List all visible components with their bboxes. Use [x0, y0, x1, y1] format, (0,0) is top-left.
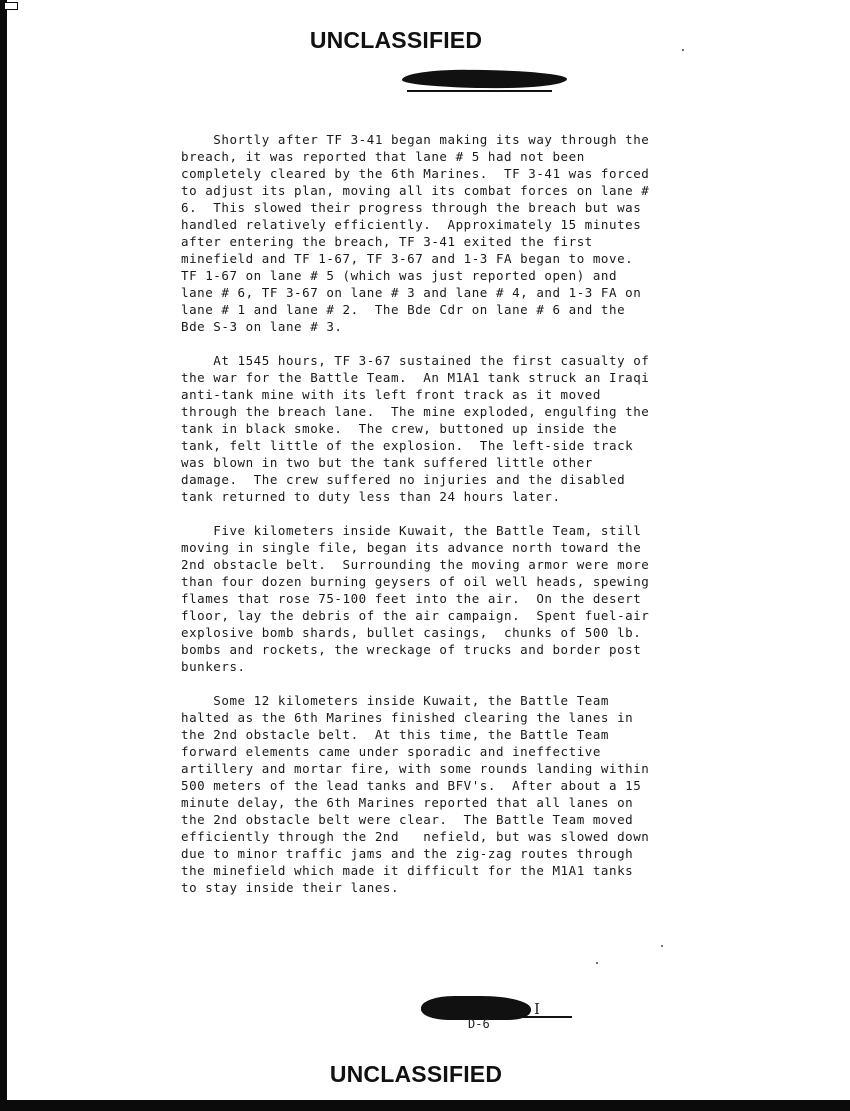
- text-line: TF 1-67 on lane # 5 (which was just reported open) and: [181, 268, 618, 283]
- text-line: the minefield which made it difficult for the M1A1 tanks: [181, 863, 634, 878]
- text-line: forward elements came under sporadic and ineffective: [181, 744, 601, 759]
- text-line: 6. This slowed their progress through the breach but was: [181, 200, 642, 215]
- text-line: to stay inside their lanes.: [181, 880, 400, 895]
- text-line: minute delay, the 6th Marines reported that all lanes on: [181, 795, 634, 810]
- text-line: breach, it was reported that lane # 5 had not been: [181, 149, 585, 164]
- text-line: Some 12 kilometers inside Kuwait, the Battle Team: [181, 693, 610, 708]
- text-line: explosive bomb shards, bullet casings, chunks of 500 lb.: [181, 625, 642, 640]
- text-line: was blown in two but the tank suffered little other: [181, 455, 593, 470]
- text-line: Bde S-3 on lane # 3.: [181, 319, 343, 334]
- text-line: lane # 1 and lane # 2. The Bde Cdr on lane # 6 and the: [181, 302, 626, 317]
- text-line: 500 meters of the lead tanks and BFV's. After about a 15: [181, 778, 642, 793]
- page-number: D-6: [468, 1017, 490, 1031]
- text-line: tank returned to duty less than 24 hours later.: [181, 489, 561, 504]
- paragraph-4: [181, 692, 781, 896]
- text-line: due to minor traffic jams and the zig-zag routes through: [181, 846, 634, 861]
- text-line: than four dozen burning geysers of oil well heads, spewing: [181, 574, 650, 589]
- stamp-character: I: [534, 1000, 540, 1018]
- scan-speck: [661, 945, 663, 947]
- top-classification-marking: UNCLASSIFIED: [309, 27, 483, 53]
- text-line: through the breach lane. The mine exploded, engulfing the: [181, 404, 650, 419]
- text-line: Shortly after TF 3-41 began making its way through the: [181, 132, 650, 147]
- scan-speck: [596, 962, 598, 964]
- text-line: 2nd obstacle belt. Surrounding the moving armor were more: [181, 557, 650, 572]
- text-line: handled relatively efficiently. Approximately 15 minutes: [181, 217, 642, 232]
- text-line: after entering the breach, TF 3-41 exited the first: [181, 234, 593, 249]
- text-line: At 1545 hours, TF 3-67 sustained the first casualty of: [181, 353, 650, 368]
- bottom-redaction-underline: [432, 1016, 572, 1018]
- text-line: the 2nd obstacle belt. At this time, the Battle Team: [181, 727, 610, 742]
- text-line: artillery and mortar fire, with some rounds landing within: [181, 761, 650, 776]
- text-line: tank in black smoke. The crew, buttoned up inside the: [181, 421, 618, 436]
- text-line: tank, felt little of the explosion. The left-side track: [181, 438, 634, 453]
- text-line: the war for the Battle Team. An M1A1 tank struck an Iraqi: [181, 370, 650, 385]
- text-line: flames that rose 75-100 feet into the air. On the desert: [181, 591, 642, 606]
- text-line: bombs and rockets, the wreckage of trucks and border post: [181, 642, 642, 657]
- text-line: halted as the 6th Marines finished clearing the lanes in: [181, 710, 634, 725]
- scan-left-edge: [0, 0, 7, 1111]
- bottom-classification-marking: UNCLASSIFIED: [329, 1061, 503, 1087]
- text-line: completely cleared by the 6th Marines. TF 3-41 was forced: [181, 166, 650, 181]
- text-line: efficiently through the 2nd nefield, but was slowed down: [181, 829, 650, 844]
- document-body: [181, 131, 781, 913]
- text-line: bunkers.: [181, 659, 246, 674]
- text-line: floor, lay the debris of the air campaign. Spent fuel-air: [181, 608, 650, 623]
- paragraph-1: [181, 131, 781, 335]
- text-line: the 2nd obstacle belt were clear. The Battle Team moved: [181, 812, 634, 827]
- top-redaction-mark: [402, 69, 567, 89]
- text-line: minefield and TF 1-67, TF 3-67 and 1-3 FA began to move.: [181, 251, 634, 266]
- paragraph-2: [181, 352, 781, 505]
- scan-corner-mark: [4, 2, 18, 10]
- text-line: Five kilometers inside Kuwait, the Battle Team, still: [181, 523, 642, 538]
- scan-bottom-edge: [0, 1100, 850, 1111]
- text-line: damage. The crew suffered no injuries and the disabled: [181, 472, 626, 487]
- text-line: anti-tank mine with its left front track as it moved: [181, 387, 601, 402]
- scan-speck: [682, 49, 684, 51]
- text-line: lane # 6, TF 3-67 on lane # 3 and lane # 4, and 1-3 FA on: [181, 285, 642, 300]
- paragraph-3: [181, 522, 781, 675]
- text-line: moving in single file, began its advance north toward the: [181, 540, 642, 555]
- top-redaction-underline: [407, 90, 552, 92]
- text-line: to adjust its plan, moving all its combat forces on lane #: [181, 183, 650, 198]
